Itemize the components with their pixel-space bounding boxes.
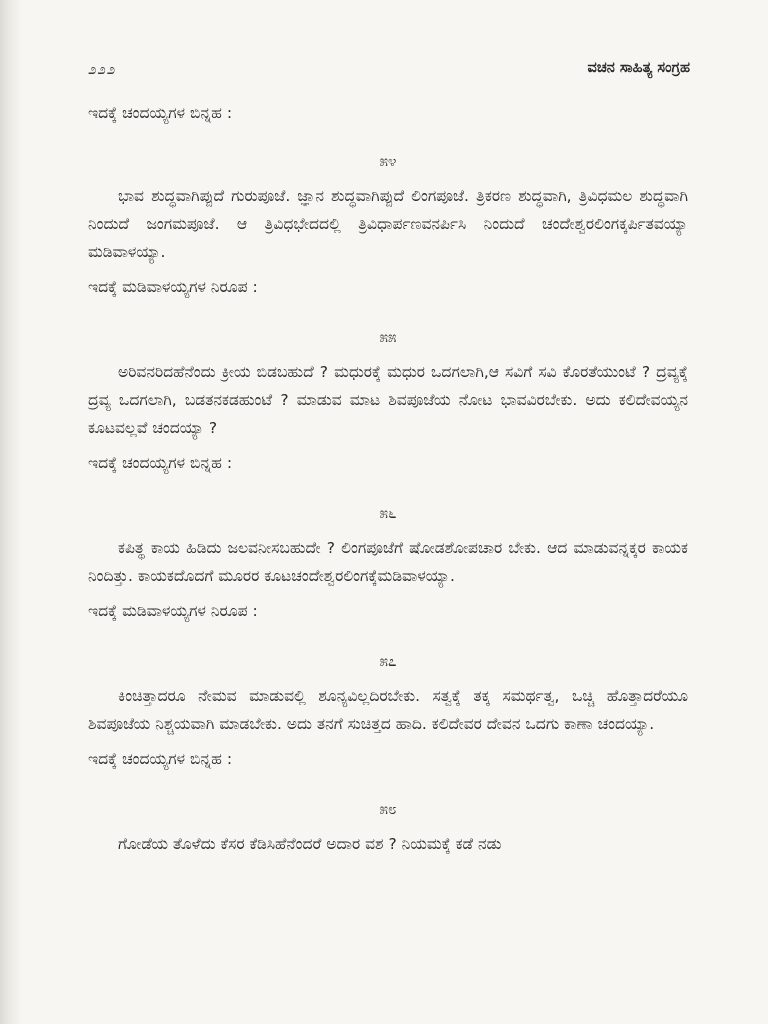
verse-number: ೫೮	[379, 800, 397, 818]
book-title: ವಚನ ಸಾಹಿತ್ಯ ಸಂಗ್ರಹ	[587, 60, 690, 76]
page-body	[88, 100, 688, 858]
verse-text: ಗೋಡೆಯ ತೊಳೆದು ಕೆಸರ ಕೆಡಿಸಿಹೆನೆಂದರೆ ಅದಾರ ವಶ ? ನಿಯಮಕ್ಕೆ ಕಡೆ ನಡು	[118, 835, 502, 853]
verse-number: ೫೪	[379, 152, 397, 170]
scan-edge-shadow	[0, 0, 22, 1024]
response-line: ಇದಕ್ಕೆ ಚಂದಯ್ಯಗಳ ಬಿನ್ನಹ :	[88, 750, 233, 768]
response-line: ಇದಕ್ಕೆ ಮಡಿವಾಳಯ್ಯಗಳ ನಿರೂಪ :	[88, 278, 258, 296]
page-header	[88, 60, 690, 84]
response-line: ಇದಕ್ಕೆ ಚಂದಯ್ಯಗಳ ಬಿನ್ನಹ :	[88, 104, 233, 122]
response-line: ಇದಕ್ಕೆ ಮಡಿವಾಳಯ್ಯಗಳ ನಿರೂಪ :	[88, 602, 258, 620]
verse-number: ೫೭	[379, 652, 397, 670]
verse-number: ೫೫	[379, 328, 397, 346]
verse-text: ಕಪಿತ್ಥ ಕಾಯ ಹಿಡಿದು ಜಲವನೀಸಬಹುದೇ ? ಲಿಂಗಪೂಜೆಗೆ ಷೋಡಶೋಪಚಾರ ಬೇಕು. ಆದ ಮಾಡುವನ್ನಕ್ಕರ ಕಾಯಕ ನಿಂದಿತ್ತು. ಕಾಯಕದೊದಗೆ ಮೂರರ ಕೂಟಚಂದೇಶ್ವರಲಿಂಗಕ್ಕೆಮಡಿವಾಳಯ್ಯಾ.	[88, 539, 688, 585]
verse-number: ೫೬	[379, 504, 397, 522]
verse-text: ಭಾವ ಶುದ್ಧವಾಗಿಪ್ಪುದೆ ಗುರುಪೂಜೆ. ಜ್ಞಾನ ಶುದ್ಧವಾಗಿಪ್ಪುದೆ ಲಿಂಗಪೂಜೆ. ತ್ರಿಕರಣ ಶುದ್ಧವಾಗಿ, ತ್ರಿವಿಧಮಲ ಶುದ್ಧವಾಗಿ ನಿಂದುದೆ ಜಂಗಮಪೂಜೆ. ಆ ತ್ರಿವಿಧಭೇದದಲ್ಲಿ ತ್ರಿವಿಧಾರ್ಪಣವನರ್ಪಿಸಿ ನಿಂದುದೆ ಚಂದೇಶ್ವರಲಿಂಗಕ್ಕರ್ಪಿತವಯ್ಯಾ ಮಡಿವಾಳಯ್ಯಾ.	[88, 187, 688, 261]
verse-text: ಅರಿವನರಿದಹೆನೆಂದು ಕ್ರೀಯ ಬಿಡಬಹುದೆ ? ಮಧುರಕ್ಕೆ ಮಧುರ ಒದಗಲಾಗಿ,ಆ ಸವಿಗೆ ಸವಿ ಕೊರತೆಯುಂಟೆ ? ದ್ರವ್ಯಕ್ಕೆ ದ್ರವ್ಯ ಒದಗಲಾಗಿ, ಬಡತನಕಡಹುಂಟೆ ? ಮಾಡುವ ಮಾಟ ಶಿವಪೂಜೆಯ ನೋಟ ಭಾವವಿರಬೇಕು. ಅದು ಕಲಿದೇವಯ್ಯನ ಕೂಟವಲ್ಲವೆ ಚಂದಯ್ಯಾ ?	[88, 363, 688, 437]
response-line: ಇದಕ್ಕೆ ಚಂದಯ್ಯಗಳ ಬಿನ್ನಹ :	[88, 454, 233, 472]
page-number: ೨೨೨	[88, 60, 117, 78]
verse-text: ಕಿಂಚಿತ್ತಾದರೂ ನೇಮವ ಮಾಡುವಲ್ಲಿ ಶೂನ್ಯವಿಲ್ಲದಿರಬೇಕು. ಸತ್ವಕ್ಕೆ ತಕ್ಕ ಸಮರ್ಥತ್ವ, ಒಚ್ಚಿ ಹೊತ್ತಾದರೆಯೂ ಶಿವಪೂಜೆಯ ನಿಶ್ಚಯವಾಗಿ ಮಾಡಬೇಕು. ಅದು ತನಗೆ ಸುಚಿತ್ತದ ಹಾದಿ. ಕಲಿದೇವರ ದೇವನ ಒದಗು ಕಾಣಾ ಚಂದಯ್ಯಾ.	[88, 687, 688, 733]
